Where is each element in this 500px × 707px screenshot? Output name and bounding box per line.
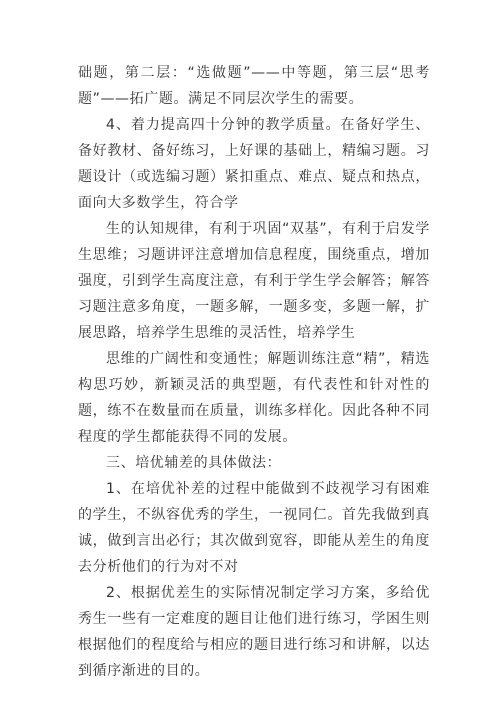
paragraph-6: 1、在培优补差的过程中能做到不歧视学习有困难的学生，不纵容优秀的学生，一视同仁。首先我做到真诚，做到言出必行；其次做到宽容，即能从差生的角度去分析他们的行为对不对: [78, 481, 430, 575]
document-body: [78, 60, 430, 684]
paragraph-4: 思维的广阔性和变通性；解题训练注意“精”，精选构思巧妙，新颖灵活的典型题，有代表性和针对性的题，练不在数量而在质量，训练多样化。因此各种不同程度的学生都能获得不同的发展。: [78, 351, 430, 445]
paragraph-7: 2、根据优差生的实际情况制定学习方案，多给优秀生一些有一定难度的题目让他们进行练习，学困生则根据他们的程度给与相应的题目进行练习和讲解，以达到循序渐进的目的。: [78, 585, 430, 679]
paragraph-2: 4、着力提高四十分钟的教学质量。在备好学生、备好教材、备好练习，上好课的基础上，精编习题。习题设计（或选编习题）紧扣重点、难点、疑点和热点，面向大多数学生，符合学: [78, 117, 430, 211]
section-heading: 三、培优辅差的具体做法：: [106, 455, 282, 471]
paragraph-3: 生的认知规律，有利于巩固“双基”，有利于启发学生思维；习题讲评注意增加信息程度，围绕重点，增加强度，引到学生高度注意，有利于学生学会解答；解答习题注意多角度，一题多解，一题多变，多题一解，扩展思路，培养学生思维的灵活性，培养学生: [78, 221, 430, 341]
paragraph-1: 础题，第二层：“选做题”——中等题，第三层“思考题”——拓广题。满足不同层次学生的需要。: [78, 65, 430, 107]
